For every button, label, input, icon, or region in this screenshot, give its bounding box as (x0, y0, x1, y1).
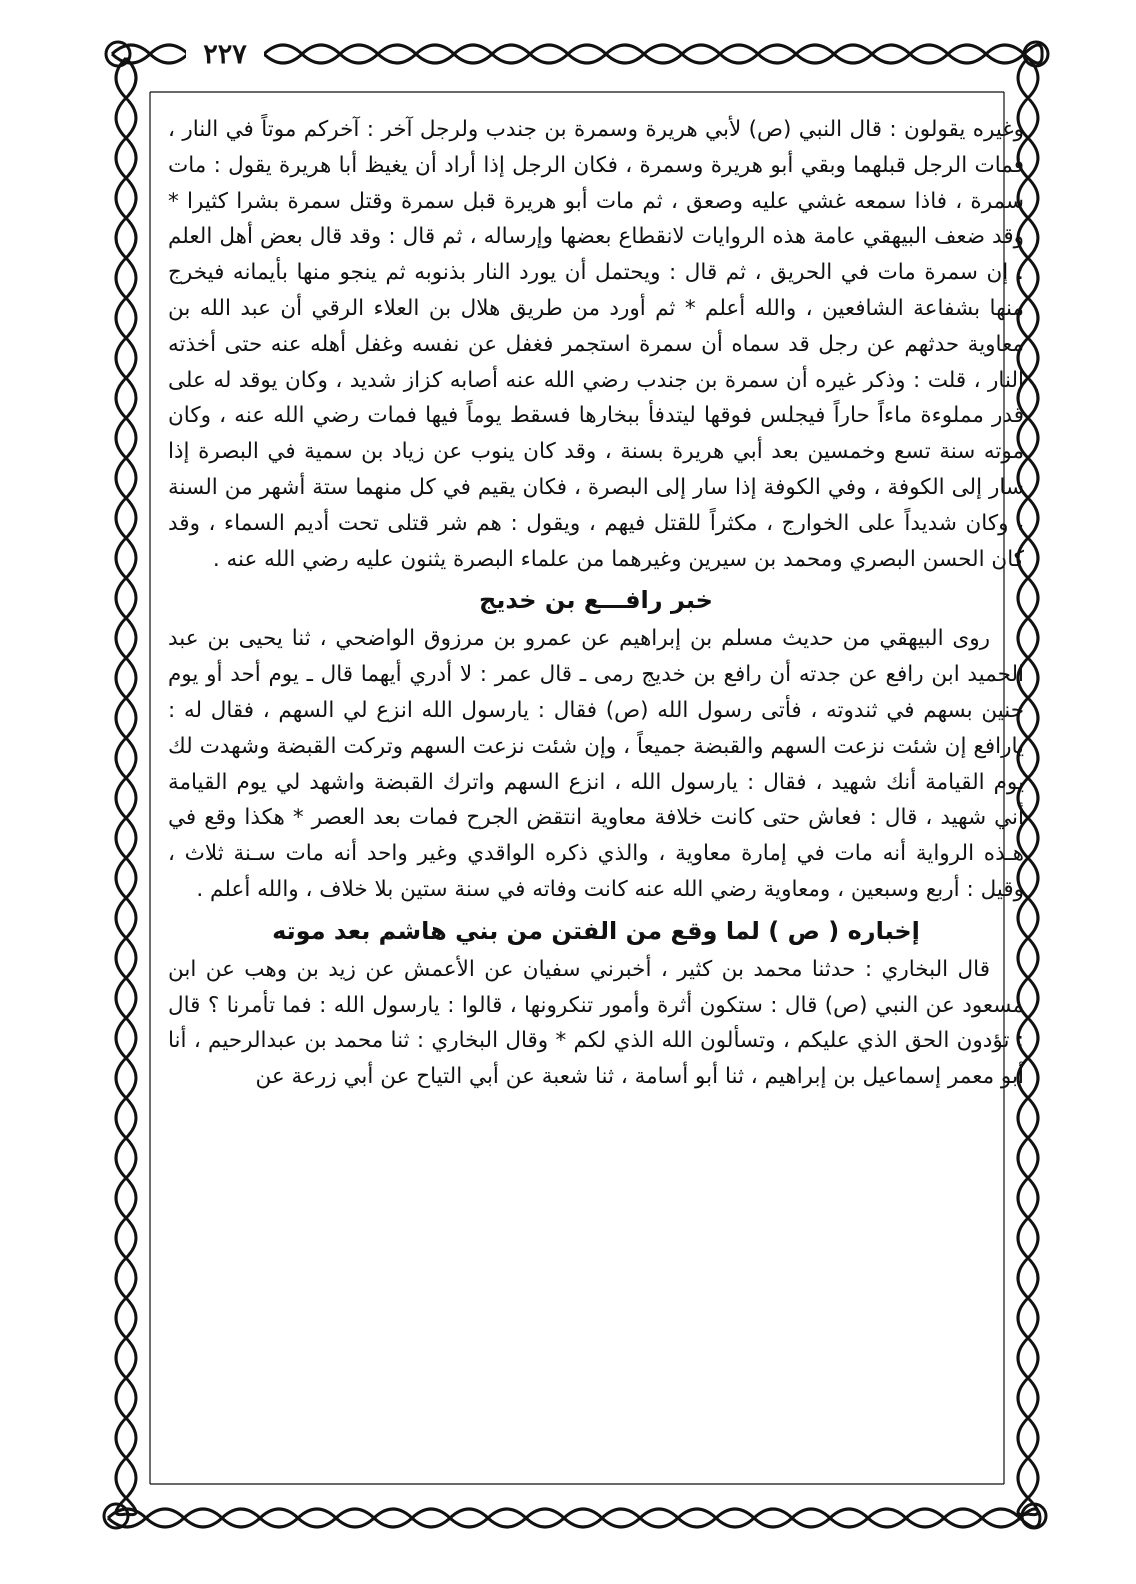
border-chain-link (116, 58, 126, 1515)
border-chain-link (108, 1509, 1040, 1518)
section-heading-fitan: إخباره ( ص ) لما وقع من الفتن من بني هاشم بعد موته (272, 916, 920, 945)
paragraph-samura: وغيره يقولون : قال النبي (ص) لأبي هريرة وسمرة بن جندب ولرجل آخر : آخركم موتاً في النار ، فمات الرجل قبلهما وبقي أبو هريرة وسمرة ، فكان الرجل إذا أراد أن يغيظ أبا هريرة يقول : مات سمرة ، فاذا سمعه غشي عليه وصعق ، ثم مات أبو هريرة قبل سمرة وقتل سمرة بشرا كثيرا * وقد ضعف البيهقي عامة هذه الروايات لانقطاع بعضها وإرساله ، ثم قال : وقد قال بعض أهل العلم : إن سمرة مات في الحريق ، ثم قال : ويحتمل أن يورد النار بذنوبه ثم ينجو منها بأيمانه فيخرج منها بشفاعة الشافعين ، والله أعلم * ثم أورد من طريق هلال بن العلاء الرقي أن عبد الله بن معاوية حدثهم عن رجل قد سماه أن سمرة استجمر فغفل عن نفسه وغفل أهله عنه حتى أخذته النار ، قلت : وذكر غيره أن سمرة بن جندب رضي الله عنه أصابه كزاز شديد ، وكان يوقد له على قدر مملوءة ماءاً حاراً فيجلس فوقها ليتدفأ ببخارها فسقط يوماً فيها فمات رضي الله عنه ، وكان موته سنة تسع وخمسين بعد أبي هريرة بسنة ، وقد كان ينوب عن زياد بن سمية في البصرة إذا سار إلى الكوفة ، وفي الكوفة إذا سار إلى البصرة ، فكان يقيم في كل منهما ستة أشهر من السنة ، وكان شديداً على الخوارج ، مكثراً للقتل فيهم ، ويقول : هم شر قتلى تحت أديم السماء ، وقد كان الحسن البصري ومحمد بن سيرين وغيرهما من علماء البصرة يثنون عليه رضي الله عنه . (168, 117, 1024, 572)
border-chain-link (1028, 58, 1038, 1515)
page-body (168, 112, 1024, 1492)
paragraph-bukhari: قال البخاري : حدثنا محمد بن كثير ، أخبرني سفيان عن الأعمش عن زيد بن وهب عن ابن مسعود عن النبي (ص) قال : ستكون أثرة وأمور تنكرونها ، قالوا : يارسول الله : فما تأمرنا ؟ قال : تؤدون الحق الذي عليكم ، وتسألون الله الذي لكم * وقال البخاري : ثنا محمد بن عبدالرحيم ، أنا أبو معمر إسماعيل بن إبراهيم ، ثنا أبو أسامة ، ثنا شعبة عن أبي التياح عن أبي زرعة عن (168, 956, 1024, 1090)
section-heading-rafi: خبر رافـــع بن خديج (479, 586, 713, 615)
border-corner-knot (106, 42, 130, 66)
paragraph-rafi: روى البيهقي من حديث مسلم بن إبراهيم عن عمرو بن مرزوق الواضحي ، ثنا يحيى بن عبد الحميد ابن رافع عن جدته أن رافع بن خديج رمى ـ قال عمر : لا أدري أيهما قال ـ يوم أحد أو يوم حنين بسهم في ثندوته ، فأتى رسول الله (ص) فقال : يارسول الله انزع لي السهم ، فقال له : يارافع إن شئت نزعت السهم والقبضة جميعاً ، وإن شئت نزعت السهم وتركت القبضة وشهدت لك يوم القيامة أنك شهيد ، فقال : يارسول الله ، انزع السهم واترك القبضة واشهد لي يوم القيامة أني شهيد ، قال : فعاش حتى كانت خلافة معاوية انتقض الجرح فمات بعد العصر * هكذا وقع في هـذه الرواية أنه مات في إمارة معاوية ، والذي ذكره الواقدي وغير واحد أنه مات سـنة ثلاث ، وقيل : أربع وسبعين ، ومعاوية رضي الله عنه كانت وفاته في سنة ستين بلا خلاف ، والله أعلم . (168, 626, 1024, 902)
page-number: ٢٢٧ (186, 38, 264, 72)
border-chain-link (126, 58, 136, 1515)
border-chain-link (108, 1518, 1040, 1527)
